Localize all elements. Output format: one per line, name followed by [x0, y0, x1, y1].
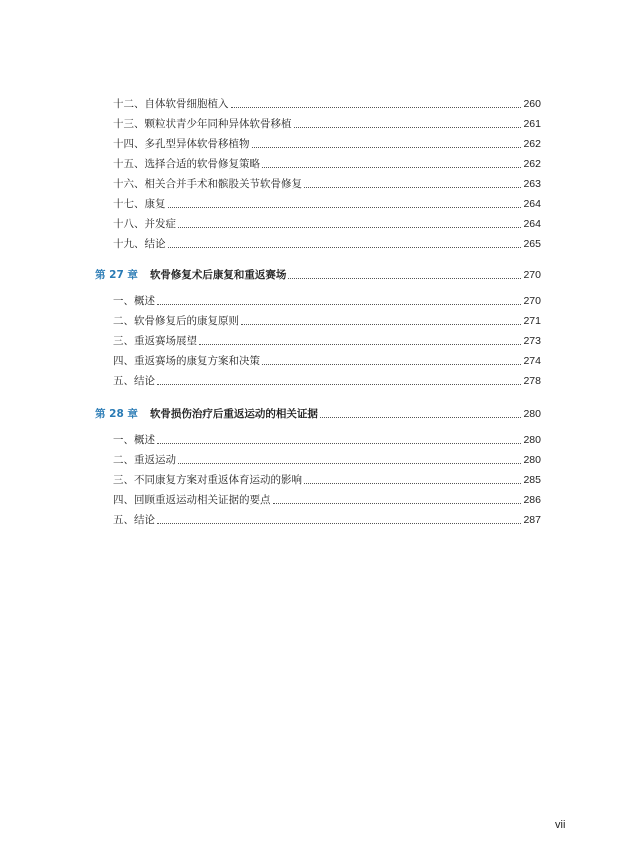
dot-leader [262, 167, 521, 168]
toc-entry-page: 286 [523, 494, 541, 506]
toc-entry-page: 262 [523, 158, 541, 170]
toc-entry-label: 四、回顾重返运动相关证据的要点 [113, 494, 271, 506]
toc-entry [113, 348, 541, 368]
chapter-page: 280 [523, 408, 541, 420]
toc-entry-page: 264 [523, 218, 541, 230]
toc-entry [113, 191, 541, 211]
toc-entry-label: 五、结论 [113, 514, 155, 526]
toc-entry-page: 287 [523, 514, 541, 526]
dot-leader [273, 503, 522, 504]
toc-entry-page: 280 [523, 434, 541, 446]
toc-entry-page: 273 [523, 335, 541, 347]
toc-entry-page: 262 [523, 138, 541, 150]
chapter-title: 软骨修复术后康复和重返赛场 [149, 269, 287, 281]
toc-entry-page: 274 [523, 355, 541, 367]
dot-leader [304, 187, 521, 188]
toc-entry-label: 二、软骨修复后的康复原则 [113, 315, 239, 327]
toc-entry [113, 91, 541, 111]
dot-leader [231, 107, 522, 108]
toc-entry [113, 447, 541, 467]
toc-entry-label: 十七、康复 [113, 198, 166, 210]
toc-entry-label: 一、概述 [113, 295, 155, 307]
toc-entry [113, 111, 541, 131]
dot-leader [294, 127, 522, 128]
toc-entry-label: 十九、结论 [113, 238, 166, 250]
toc-entry [113, 288, 541, 308]
toc-entry [113, 211, 541, 231]
toc-entry [113, 131, 541, 151]
toc-entry-label: 十三、颗粒状青少年同种异体软骨移植 [113, 118, 292, 130]
dot-leader [178, 463, 521, 464]
toc-entry [113, 368, 541, 388]
toc-entry [113, 231, 541, 251]
toc-entry-label: 十四、多孔型异体软骨移植物 [113, 138, 250, 150]
toc-entry-label: 三、不同康复方案对重返体育运动的影响 [113, 474, 302, 486]
dot-leader [252, 147, 522, 148]
toc-entry-label: 三、重返赛场展望 [113, 335, 197, 347]
toc-entry-page: 261 [523, 118, 541, 130]
chapter-number: 第 28 章 [95, 408, 138, 420]
dot-leader [320, 417, 522, 418]
toc-entry-page: 270 [523, 295, 541, 307]
toc-entry-page: 280 [523, 454, 541, 466]
dot-leader [199, 344, 521, 345]
dot-leader [304, 483, 521, 484]
chapter-heading [95, 401, 541, 421]
dot-leader [288, 278, 521, 279]
toc-entry-label: 十八、并发症 [113, 218, 176, 230]
chapter-title: 软骨损伤治疗后重返运动的相关证据 [149, 408, 318, 420]
toc-entry-page: 278 [523, 375, 541, 387]
toc-entry [113, 308, 541, 328]
toc-entry [113, 328, 541, 348]
toc-entry-page: 285 [523, 474, 541, 486]
dot-leader [168, 207, 522, 208]
chapter-page: 270 [523, 269, 541, 281]
toc-entry-page: 271 [523, 315, 541, 327]
dot-leader [157, 443, 521, 444]
chapter-heading [95, 262, 541, 282]
dot-leader [168, 247, 522, 248]
toc-entry-label: 十二、自体软骨细胞植入 [113, 98, 229, 110]
dot-leader [178, 227, 521, 228]
toc-entry-label: 十六、相关合并手术和髌股关节软骨修复 [113, 178, 302, 190]
toc-entry [113, 427, 541, 447]
toc-entry-label: 五、结论 [113, 375, 155, 387]
toc-entry [113, 467, 541, 487]
page-number: vii [555, 819, 566, 831]
toc-entry-label: 四、重返赛场的康复方案和决策 [113, 355, 260, 367]
toc-entry-label: 一、概述 [113, 434, 155, 446]
toc-entry [113, 151, 541, 171]
dot-leader [262, 364, 521, 365]
toc-entry-page: 263 [523, 178, 541, 190]
chapter-number: 第 27 章 [95, 269, 138, 281]
dot-leader [157, 384, 521, 385]
dot-leader [157, 523, 521, 524]
dot-leader [241, 324, 521, 325]
toc-entry [113, 171, 541, 191]
dot-leader [157, 304, 521, 305]
toc-entry-page: 260 [523, 98, 541, 110]
toc-entry [113, 507, 541, 527]
toc-entry-label: 二、重返运动 [113, 454, 176, 466]
toc-entry-label: 十五、选择合适的软骨修复策略 [113, 158, 260, 170]
toc-entry-page: 264 [523, 198, 541, 210]
toc-entry [113, 487, 541, 507]
toc-entry-page: 265 [523, 238, 541, 250]
